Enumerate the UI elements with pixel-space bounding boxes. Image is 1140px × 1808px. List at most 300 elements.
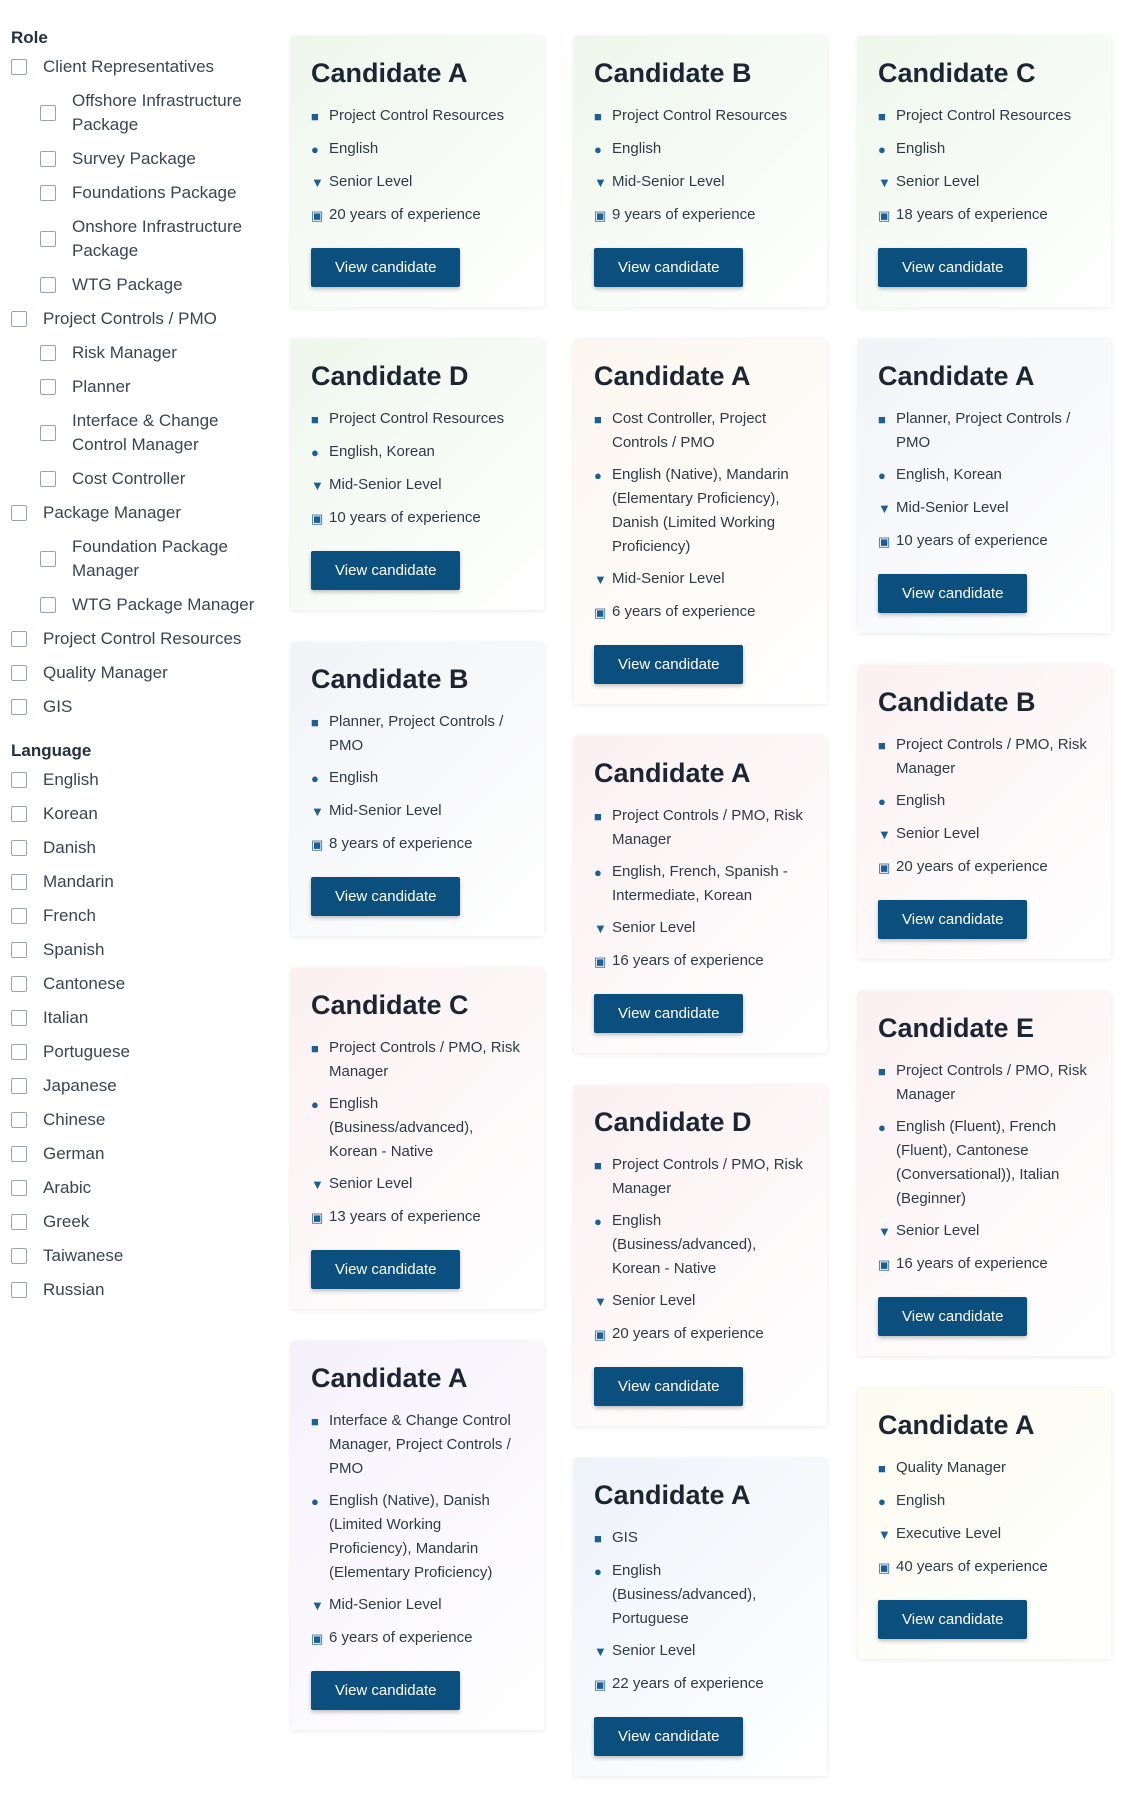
candidate-language-text: English (Native), Danish (Limited Working Proficiency), Mandarin (Elementary Proficiency) (329, 1492, 493, 1581)
candidate-level-text: Senior Level (896, 173, 980, 190)
candidate-role-text: Cost Controller, Project Controls / PMO (612, 410, 767, 451)
role-checkbox[interactable] (11, 59, 27, 75)
language-checkbox[interactable] (11, 1146, 27, 1162)
candidate-name: Candidate B (594, 58, 752, 88)
candidate-experience (594, 203, 807, 228)
role-filter-project-control-resources[interactable] (11, 627, 271, 651)
candidate-experience-text: 10 years of experience (896, 532, 1048, 549)
candidate-card (574, 1085, 827, 1426)
candidate-name: Candidate A (594, 1480, 751, 1510)
language-checkbox[interactable] (11, 976, 27, 992)
candidate-level (594, 1289, 807, 1314)
globe-icon: ● (878, 1494, 886, 1509)
language-filter-chinese[interactable] (11, 1108, 271, 1132)
candidate-card (858, 339, 1111, 633)
role-filter-wtg-package[interactable] (40, 273, 271, 297)
candidate-name: Candidate A (311, 58, 468, 88)
medal-icon: ▼ (878, 1527, 891, 1542)
view-candidate-button[interactable]: View candidate (594, 994, 743, 1033)
view-candidate-button[interactable]: View candidate (594, 645, 743, 684)
role-filter-onshore-infrastructure-package[interactable] (40, 215, 271, 263)
candidate-language (878, 463, 1091, 488)
candidate-role (311, 104, 524, 129)
candidate-role (594, 104, 807, 129)
medal-icon: ▼ (878, 175, 891, 190)
candidate-level (311, 799, 524, 824)
candidate-experience (878, 1252, 1091, 1277)
candidate-name: Candidate C (311, 990, 469, 1020)
experience-icon: ▣ (878, 1257, 891, 1272)
language-filter-taiwanese[interactable] (11, 1244, 271, 1268)
medal-icon: ▼ (878, 1224, 891, 1239)
candidate-role-text: Project Controls / PMO, Risk Manager (329, 1039, 520, 1080)
candidate-role (311, 710, 524, 758)
candidate-level-text: Senior Level (896, 1222, 980, 1239)
language-checkbox[interactable] (11, 1010, 27, 1026)
candidate-language-text: English, French, Spanish - Intermediate, Korean (612, 863, 788, 904)
language-filter-label: Arabic (43, 1178, 92, 1197)
candidate-role-text: Project Controls / PMO, Risk Manager (896, 736, 1087, 777)
role-checkbox[interactable] (40, 151, 56, 167)
role-filter-label: Cost Controller (72, 469, 186, 488)
candidate-language (311, 1092, 524, 1164)
medal-icon: ▼ (594, 175, 607, 190)
briefcase-icon: ■ (878, 1461, 886, 1476)
candidate-name: Candidate C (878, 58, 1036, 88)
role-filter-label: Project Control Resources (43, 629, 242, 648)
language-filter-spanish[interactable] (11, 938, 271, 962)
candidate-language (311, 1489, 524, 1585)
role-checkbox[interactable] (40, 379, 56, 395)
candidate-experience-text: 20 years of experience (612, 1325, 764, 1342)
role-checkbox[interactable] (11, 665, 27, 681)
candidate-language (311, 137, 524, 162)
candidate-language-text: English (896, 140, 946, 157)
medal-icon: ▼ (311, 1598, 324, 1613)
role-checkbox[interactable] (11, 631, 27, 647)
candidate-level-text: Mid-Senior Level (612, 570, 725, 587)
candidate-level (311, 170, 524, 195)
language-checkbox[interactable] (11, 1180, 27, 1196)
language-filter-label: Taiwanese (43, 1246, 124, 1265)
candidate-role (878, 407, 1091, 455)
role-checkbox[interactable] (40, 231, 56, 247)
language-filter-label: German (43, 1144, 105, 1163)
medal-icon: ▼ (311, 175, 324, 190)
language-filter-heading: Language (11, 741, 92, 760)
role-filter-foundation-package-manager[interactable] (40, 535, 271, 583)
candidate-language-text: English (Business/advanced), Portuguese (612, 1562, 757, 1627)
experience-icon: ▣ (594, 605, 607, 620)
candidate-language-text: English (896, 792, 946, 809)
globe-icon: ● (594, 1214, 602, 1229)
language-filter-italian[interactable] (11, 1006, 271, 1030)
candidate-role-text: Project Controls / PMO, Risk Manager (612, 807, 803, 848)
briefcase-icon: ■ (594, 809, 602, 824)
candidate-name: Candidate B (311, 664, 469, 694)
candidate-experience-text: 8 years of experience (329, 835, 473, 852)
candidate-experience-text: 6 years of experience (329, 1629, 473, 1646)
candidate-card (858, 665, 1111, 959)
candidate-role-text: Project Control Resources (329, 410, 505, 427)
candidate-level-text: Mid-Senior Level (329, 802, 442, 819)
role-filter-project-controls-pmo[interactable] (11, 307, 271, 331)
globe-icon: ● (594, 865, 602, 880)
language-checkbox[interactable] (11, 1078, 27, 1094)
globe-icon: ● (878, 794, 886, 809)
globe-icon: ● (878, 1120, 886, 1135)
candidate-card (291, 1341, 544, 1730)
role-filter-label: WTG Package Manager (72, 595, 255, 614)
language-filter-russian[interactable] (11, 1278, 271, 1302)
briefcase-icon: ■ (311, 715, 319, 730)
candidate-name: Candidate D (311, 361, 469, 391)
candidate-name: Candidate A (594, 758, 751, 788)
language-filter-arabic[interactable] (11, 1176, 271, 1200)
candidate-role-text: Planner, Project Controls / PMO (896, 410, 1071, 451)
role-filter-label: Interface & Change Control Manager (72, 411, 219, 454)
view-candidate-button[interactable]: View candidate (311, 551, 460, 590)
role-filter-label: Survey Package (72, 149, 196, 168)
role-checkbox[interactable] (40, 345, 56, 361)
experience-icon: ▣ (311, 837, 324, 852)
globe-icon: ● (594, 142, 602, 157)
role-filter-label: Project Controls / PMO (43, 309, 217, 328)
medal-icon: ▼ (594, 1294, 607, 1309)
candidate-language (878, 789, 1091, 814)
candidate-name: Candidate B (878, 687, 1036, 717)
language-checkbox[interactable] (11, 1112, 27, 1128)
role-filter-label: Package Manager (43, 503, 181, 522)
role-checkbox[interactable] (11, 699, 27, 715)
view-candidate-button[interactable]: View candidate (878, 900, 1027, 939)
candidate-language (594, 463, 807, 559)
language-filter-korean[interactable] (11, 802, 271, 826)
candidate-level-text: Mid-Senior Level (329, 1596, 442, 1613)
language-checkbox[interactable] (11, 1044, 27, 1060)
candidate-experience-text: 6 years of experience (612, 603, 756, 620)
globe-icon: ● (311, 142, 319, 157)
candidate-column-1 (291, 36, 544, 1762)
role-checkbox[interactable] (40, 185, 56, 201)
globe-icon: ● (311, 445, 319, 460)
briefcase-icon: ■ (878, 738, 886, 753)
role-checkbox[interactable] (40, 277, 56, 293)
language-checkbox[interactable] (11, 1214, 27, 1230)
filter-sidebar (11, 28, 271, 1312)
candidate-level-text: Mid-Senior Level (896, 499, 1009, 516)
language-filter-label: Russian (43, 1280, 105, 1299)
language-filter-list (11, 768, 271, 1302)
candidate-role-text: Project Control Resources (329, 107, 505, 124)
view-candidate-button[interactable]: View candidate (878, 1600, 1027, 1639)
language-filter-english[interactable] (11, 768, 271, 792)
role-checkbox[interactable] (11, 505, 27, 521)
briefcase-icon: ■ (878, 109, 886, 124)
candidate-card (291, 968, 544, 1309)
role-filter-label: Quality Manager (43, 663, 168, 682)
briefcase-icon: ■ (594, 1531, 602, 1546)
candidate-language-text: English (Native), Mandarin (Elementary Proficiency), Danish (Limited Working Proficiency) (612, 466, 789, 555)
role-filter-client-representatives[interactable] (11, 55, 271, 79)
candidate-card (291, 36, 544, 307)
candidate-name: Candidate A (311, 1363, 468, 1393)
view-candidate-button[interactable]: View candidate (878, 574, 1027, 613)
language-filter-label: Spanish (43, 940, 105, 959)
candidate-role-text: Interface & Change Control Manager, Project Controls / PMO (329, 1412, 511, 1477)
role-filter-planner[interactable] (40, 375, 271, 399)
candidate-card (858, 1388, 1111, 1659)
candidate-experience (878, 529, 1091, 554)
candidate-experience (594, 1672, 807, 1697)
briefcase-icon: ■ (594, 109, 602, 124)
candidate-role-text: Project Controls / PMO, Risk Manager (896, 1062, 1087, 1103)
role-filter-quality-manager[interactable] (11, 661, 271, 685)
candidate-experience (594, 1322, 807, 1347)
candidate-experience-text: 40 years of experience (896, 1558, 1048, 1575)
language-filter-label: Danish (43, 838, 96, 857)
briefcase-icon: ■ (594, 412, 602, 427)
language-checkbox[interactable] (11, 806, 27, 822)
view-candidate-button[interactable]: View candidate (594, 248, 743, 287)
experience-icon: ▣ (594, 1327, 607, 1342)
candidate-role-text: Project Controls / PMO, Risk Manager (612, 1156, 803, 1197)
candidate-language (311, 440, 524, 465)
role-checkbox[interactable] (40, 597, 56, 613)
candidate-language (878, 1489, 1091, 1514)
role-filter-risk-manager[interactable] (40, 341, 271, 365)
medal-icon: ▼ (594, 572, 607, 587)
candidate-level (878, 1522, 1091, 1547)
language-checkbox[interactable] (11, 908, 27, 924)
candidate-card (574, 736, 827, 1053)
candidate-level (878, 822, 1091, 847)
language-checkbox[interactable] (11, 840, 27, 856)
experience-icon: ▣ (311, 208, 324, 223)
globe-icon: ● (311, 1494, 319, 1509)
language-checkbox[interactable] (11, 772, 27, 788)
candidate-experience (311, 1626, 524, 1651)
role-filter-offshore-infrastructure-package[interactable] (40, 89, 271, 137)
candidate-level (878, 170, 1091, 195)
language-filter-portuguese[interactable] (11, 1040, 271, 1064)
candidate-role-text: Planner, Project Controls / PMO (329, 713, 504, 754)
candidate-role (594, 1526, 807, 1551)
briefcase-icon: ■ (878, 1064, 886, 1079)
language-checkbox[interactable] (11, 1248, 27, 1264)
role-filter-cost-controller[interactable] (40, 467, 271, 491)
candidate-role-text: Project Control Resources (612, 107, 788, 124)
language-filter-label: Mandarin (43, 872, 114, 891)
candidate-language (878, 1115, 1091, 1211)
candidate-role (311, 1409, 524, 1481)
candidate-experience-text: 10 years of experience (329, 509, 481, 526)
candidate-name: Candidate E (878, 1013, 1035, 1043)
language-checkbox[interactable] (11, 942, 27, 958)
view-candidate-button[interactable]: View candidate (311, 1250, 460, 1289)
candidate-role (878, 1059, 1091, 1107)
candidate-level (311, 1593, 524, 1618)
experience-icon: ▣ (878, 534, 891, 549)
candidate-level-text: Senior Level (612, 1642, 696, 1659)
candidate-language (878, 137, 1091, 162)
language-checkbox[interactable] (11, 874, 27, 890)
role-checkbox[interactable] (40, 425, 56, 441)
candidate-level (878, 1219, 1091, 1244)
role-filter-package-manager[interactable] (11, 501, 271, 525)
candidate-experience (878, 1555, 1091, 1580)
candidate-level-text: Senior Level (612, 1292, 696, 1309)
candidate-experience-text: 9 years of experience (612, 206, 756, 223)
experience-icon: ▣ (878, 860, 891, 875)
medal-icon: ▼ (594, 1644, 607, 1659)
candidate-experience (594, 949, 807, 974)
candidate-language (594, 1209, 807, 1281)
experience-icon: ▣ (594, 1677, 607, 1692)
experience-icon: ▣ (878, 1560, 891, 1575)
candidate-experience (878, 203, 1091, 228)
view-candidate-button[interactable]: View candidate (594, 1717, 743, 1756)
globe-icon: ● (878, 142, 886, 157)
candidate-name: Candidate D (594, 1107, 752, 1137)
role-filter-foundations-package[interactable] (40, 181, 271, 205)
role-filter-label: Foundations Package (72, 183, 237, 202)
language-filter-cantonese[interactable] (11, 972, 271, 996)
candidate-experience (878, 855, 1091, 880)
candidate-language-text: English (Business/advanced), Korean - Native (612, 1212, 757, 1277)
role-filter-list (11, 55, 271, 719)
role-filter-label: Client Representatives (43, 57, 215, 76)
candidate-role (311, 407, 524, 432)
candidate-role (594, 407, 807, 455)
candidate-experience-text: 20 years of experience (896, 858, 1048, 875)
candidate-level-text: Mid-Senior Level (329, 476, 442, 493)
candidate-card (291, 339, 544, 610)
view-candidate-button[interactable]: View candidate (311, 877, 460, 916)
medal-icon: ▼ (594, 921, 607, 936)
role-filter-survey-package[interactable] (40, 147, 271, 171)
candidate-card (574, 36, 827, 307)
candidate-level (594, 567, 807, 592)
candidate-experience-text: 13 years of experience (329, 1208, 481, 1225)
view-candidate-button[interactable]: View candidate (311, 1671, 460, 1710)
medal-icon: ▼ (878, 827, 891, 842)
role-checkbox[interactable] (40, 471, 56, 487)
view-candidate-button[interactable]: View candidate (311, 248, 460, 287)
language-filter-label: Italian (43, 1008, 89, 1027)
role-checkbox[interactable] (11, 311, 27, 327)
candidate-language-text: English, Korean (896, 466, 1002, 483)
role-filter-label: Planner (72, 377, 131, 396)
candidate-level-text: Senior Level (612, 919, 696, 936)
candidate-card (574, 339, 827, 704)
candidate-language (311, 766, 524, 791)
candidate-level (878, 496, 1091, 521)
medal-icon: ▼ (878, 501, 891, 516)
role-filter-label: Onshore Infrastructure Package (72, 217, 243, 260)
language-filter-french[interactable] (11, 904, 271, 928)
role-filter-label: GIS (43, 697, 73, 716)
experience-icon: ▣ (311, 1210, 324, 1225)
role-filter-heading: Role (11, 28, 48, 47)
role-filter-label: Offshore Infrastructure Package (72, 91, 242, 134)
candidate-language-text: English (Business/advanced), Korean - Native (329, 1095, 474, 1160)
briefcase-icon: ■ (311, 1414, 319, 1429)
candidate-level (311, 1172, 524, 1197)
candidate-experience (311, 1205, 524, 1230)
briefcase-icon: ■ (311, 109, 319, 124)
briefcase-icon: ■ (878, 412, 886, 427)
language-filter-label: Japanese (43, 1076, 117, 1095)
candidate-experience-text: 16 years of experience (612, 952, 764, 969)
role-filter-label: WTG Package (72, 275, 183, 294)
experience-icon: ▣ (594, 208, 607, 223)
view-candidate-button[interactable]: View candidate (878, 248, 1027, 287)
role-filter-label: Risk Manager (72, 343, 177, 362)
role-checkbox[interactable] (40, 551, 56, 567)
role-checkbox[interactable] (40, 105, 56, 121)
medal-icon: ▼ (311, 1177, 324, 1192)
candidate-level-text: Senior Level (896, 825, 980, 842)
candidate-language (594, 1559, 807, 1631)
candidate-experience-text: 16 years of experience (896, 1255, 1048, 1272)
candidate-level-text: Senior Level (329, 1175, 413, 1192)
candidate-role (878, 104, 1091, 129)
candidate-language (594, 860, 807, 908)
candidate-experience (311, 506, 524, 531)
language-filter-german[interactable] (11, 1142, 271, 1166)
candidate-language-text: English (896, 1492, 946, 1509)
language-filter-mandarin[interactable] (11, 870, 271, 894)
candidate-name: Candidate A (594, 361, 751, 391)
candidate-role (878, 733, 1091, 781)
candidate-language-text: English (329, 769, 379, 786)
view-candidate-button[interactable]: View candidate (878, 1297, 1027, 1336)
role-filter-gis[interactable] (11, 695, 271, 719)
candidate-level-text: Senior Level (329, 173, 413, 190)
language-filter-label: French (43, 906, 96, 925)
candidate-experience (594, 600, 807, 625)
candidate-level-text: Mid-Senior Level (612, 173, 725, 190)
candidate-role (878, 1456, 1091, 1481)
language-filter-label: English (43, 770, 99, 789)
briefcase-icon: ■ (594, 1158, 602, 1173)
globe-icon: ● (878, 468, 886, 483)
experience-icon: ▣ (878, 208, 891, 223)
candidate-role-text: Quality Manager (896, 1459, 1007, 1476)
candidate-language-text: English (612, 140, 662, 157)
candidate-level (594, 170, 807, 195)
language-filter-label: Korean (43, 804, 98, 823)
candidate-language-text: English (Fluent), French (Fluent), Cantonese (Conversational)), Italian (Beginner) (896, 1118, 1060, 1207)
role-filter-interface-change-control-manager[interactable] (40, 409, 271, 457)
candidate-role (311, 1036, 524, 1084)
globe-icon: ● (311, 771, 319, 786)
view-candidate-button[interactable]: View candidate (594, 1367, 743, 1406)
candidate-card (291, 642, 544, 936)
briefcase-icon: ■ (311, 1041, 319, 1056)
candidate-card (858, 991, 1111, 1356)
language-filter-greek[interactable] (11, 1210, 271, 1234)
candidate-column-2 (574, 36, 827, 1808)
candidate-experience-text: 18 years of experience (896, 206, 1048, 223)
role-filter-wtg-package-manager[interactable] (40, 593, 271, 617)
language-filter-danish[interactable] (11, 836, 271, 860)
language-filter-japanese[interactable] (11, 1074, 271, 1098)
language-checkbox[interactable] (11, 1282, 27, 1298)
globe-icon: ● (594, 1564, 602, 1579)
language-filter-label: Portuguese (43, 1042, 130, 1061)
